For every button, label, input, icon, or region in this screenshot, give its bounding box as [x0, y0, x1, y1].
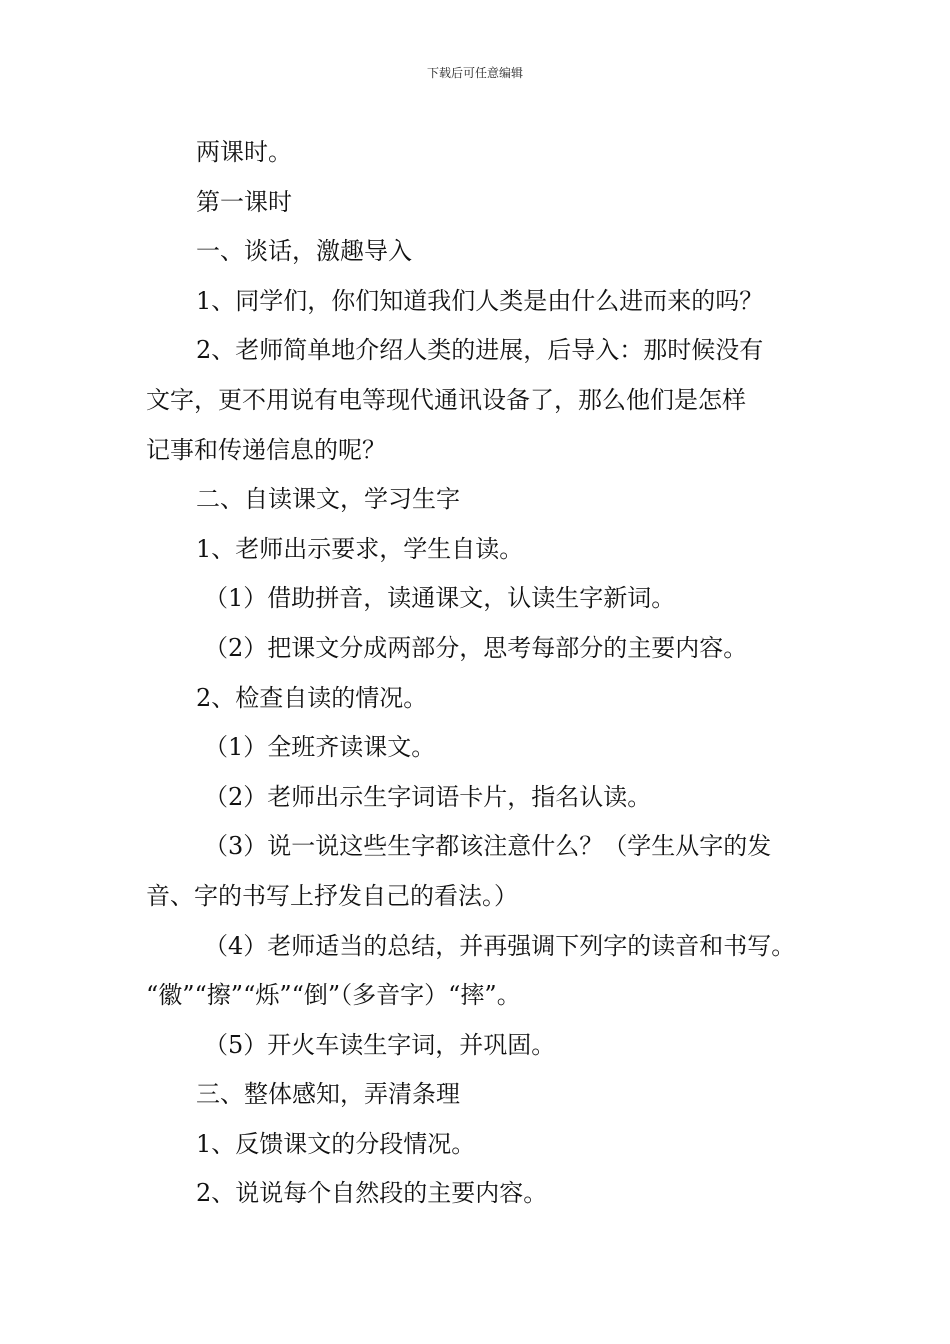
paragraph-line: 两课时。 [196, 138, 292, 166]
paragraph-line: 2、老师简单地介绍人类的进展，后导入：那时候没有 [196, 336, 764, 365]
section-heading: 二、自读课文，学习生字 [196, 485, 460, 514]
paragraph-line: “徽”“擦”“烁”“倒”（多音字）“摔”。 [146, 981, 521, 1010]
paragraph-line: （2）老师出示生字词语卡片，指名认读。 [204, 782, 652, 811]
paragraph-line: 2、检查自读的情况。 [196, 683, 428, 712]
section-heading: 一、谈话，激趣导入 [196, 237, 412, 266]
document-body [146, 128, 826, 1219]
paragraph-line: （3）说一说这些生字都该注意什么？（学生从字的发 [204, 832, 772, 861]
paragraph-line: 1、老师出示要求，学生自读。 [196, 534, 524, 563]
page-header: 下载后可任意编辑 [426, 66, 523, 80]
section-heading: 第一课时 [196, 187, 292, 216]
section-heading: 三、整体感知，弄清条理 [196, 1080, 460, 1109]
paragraph-line: （2）把课文分成两部分，思考每部分的主要内容。 [204, 633, 748, 662]
paragraph-line: （4）老师适当的总结，并再强调下列字的读音和书写。 [204, 931, 796, 960]
paragraph-line: （1）全班齐读课文。 [204, 733, 436, 762]
paragraph-line: 记事和传递信息的呢？ [146, 435, 386, 464]
paragraph-line: 1、反馈课文的分段情况。 [196, 1129, 476, 1158]
paragraph-line: 1、同学们，你们知道我们人类是由什么进而来的吗？ [196, 286, 764, 315]
paragraph-line: （5）开火车读生字词，并巩固。 [204, 1030, 556, 1059]
paragraph-line: （1）借助拼音，读通课文，认读生字新词。 [204, 584, 676, 613]
paragraph-line: 音、字的书写上抒发自己的看法。） [146, 881, 518, 910]
paragraph-line: 文字，更不用说有电等现代通讯设备了，那么他们是怎样 [146, 385, 746, 414]
paragraph-line: 2、说说每个自然段的主要内容。 [196, 1179, 548, 1208]
